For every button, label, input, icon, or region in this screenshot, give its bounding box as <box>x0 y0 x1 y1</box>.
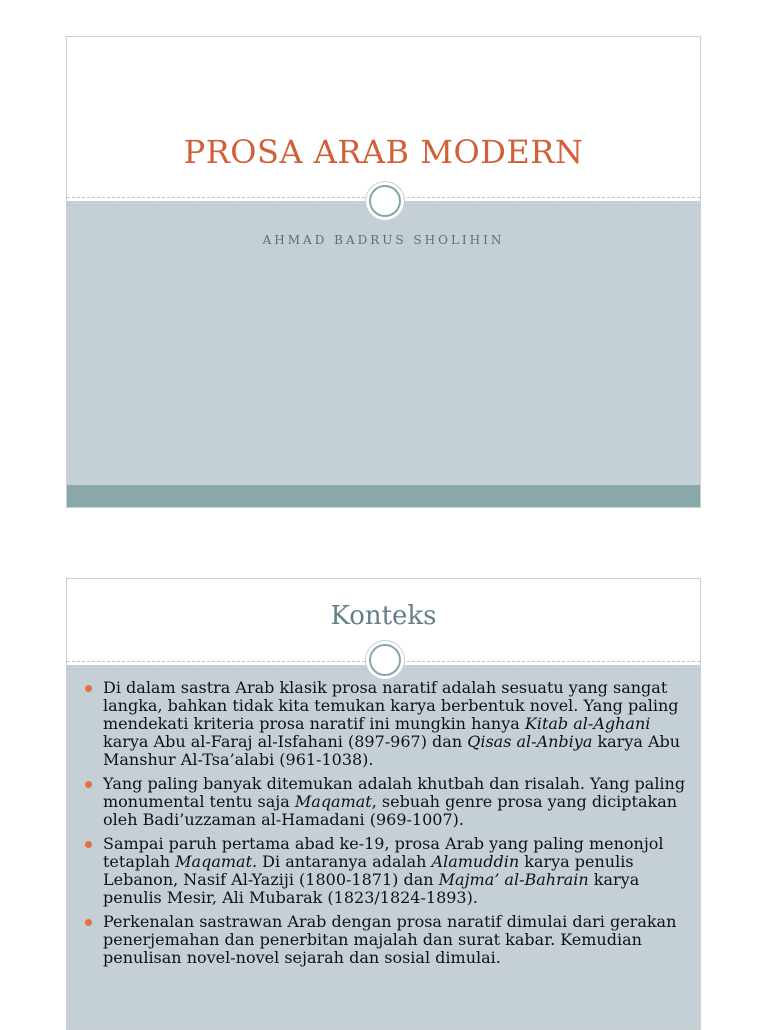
bullet-text: karya penulis Mesir, Ali Mubarak (1823/1824-1893). <box>103 870 640 907</box>
bullet-item <box>81 913 688 967</box>
bullet-text: karya Abu Manshur Al-Tsa’alabi (961-1038). <box>103 732 681 769</box>
bullet-text: Sampai paruh pertama abad ke-19, prosa Arab yang paling menonjol tetaplah <box>103 834 664 871</box>
bullet-text: karya penulis Lebanon, Nasif Al-Yaziji (1800-1871) dan <box>103 852 634 889</box>
bullet-italic-text: Maqamat <box>294 792 372 811</box>
bullet-text: Perkenalan sastrawan Arab dengan prosa naratif dimulai dari gerakan penerjemahan dan penerbitan majalah dan surat kabar. Kemudian penulisan novel-novel sejarah dan sosial dimulai. <box>103 912 677 967</box>
bullet-italic-text: Alamuddin <box>431 852 520 871</box>
slide-title <box>66 36 701 508</box>
bullet-item <box>81 775 688 829</box>
circle-ornament-icon <box>369 185 401 217</box>
bullet-item <box>81 835 688 907</box>
bullet-text: Di dalam sastra Arab klasik prosa naratif adalah sesuatu yang sangat langka, bahkan tidak kita temukan karya berbentuk novel. Yang paling mendekati kriteria prosa naratif ini mungkin hanya <box>103 678 679 733</box>
circle-ornament-icon <box>369 644 401 676</box>
bullet-item <box>81 679 688 769</box>
slide-context-heading: Konteks <box>330 601 437 631</box>
bullet-text: Yang paling banyak ditemukan adalah khutbah dan risalah. Yang paling monumental tentu saja <box>103 774 686 811</box>
slide-context <box>66 578 701 1030</box>
slide-title-heading: PROSA ARAB MODERN <box>183 133 584 171</box>
bullet-list <box>81 679 688 973</box>
bullet-text: . Di antaranya adalah <box>252 852 432 871</box>
bullet-text: karya Abu al-Faraj al-Isfahani (897-967) dan <box>103 732 468 751</box>
bullet-text: , sebuah genre prosa yang diciptakan oleh Badi’uzzaman al-Hamadani (969-1007). <box>103 792 678 829</box>
bullet-italic-text: Qisas al-Anbiya <box>467 732 593 751</box>
slide-title-header-band <box>67 37 700 201</box>
slide-author: AHMAD BADRUS SHOLIHIN <box>262 233 505 247</box>
slide-footer-band <box>67 485 700 507</box>
bullet-italic-text: Kitab al-Aghani <box>524 714 651 733</box>
bullet-italic-text: Maqamat <box>175 852 252 871</box>
bullet-italic-text: Majma’ al-Bahrain <box>438 870 589 889</box>
